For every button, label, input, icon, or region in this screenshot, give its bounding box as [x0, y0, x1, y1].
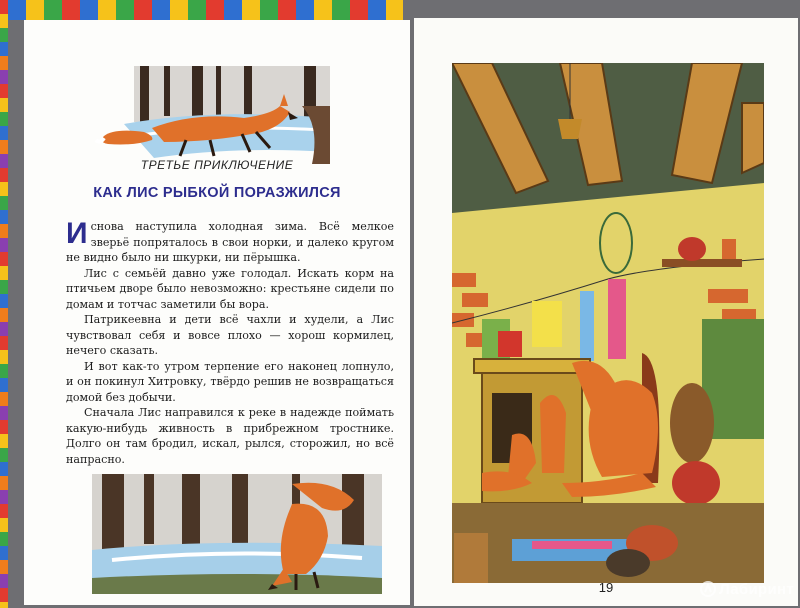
paragraph: И вот как-то утром терпение его наконец лопнуло, и он покинул Хитровку, твёрдо решив не возвращаться домой без добычи.: [66, 359, 394, 404]
chapter-title: КАК ЛИС РЫБКОЙ ПОРАЗЖИЛСЯ: [93, 185, 341, 201]
chapter-text: [66, 219, 394, 467]
fox-family-cellar-illustration: [452, 63, 764, 583]
labirint-logo-icon: [700, 581, 716, 597]
paragraph: Сначала Лис направился к реке в надежде поймать какую-нибудь живность в прибрежном тростнике. Долго он там бродил, искал, рылся, сторожил, но всё напрасно.: [66, 406, 394, 466]
drop-cap: И: [66, 217, 88, 250]
book-top-stripe: [8, 0, 403, 20]
paragraph: Иснова наступила холодная зима. Всё мелкое зверьё попряталось в свои норки, и далеко кругом не видно было ни шкурки, ни пёрышка.: [66, 217, 394, 264]
page-number: 19: [598, 580, 614, 595]
left-page: [24, 20, 410, 605]
paragraph: Лис с семьёй давно уже голодал. Искать корм на птичьем дворе было невозможно: крестьяне сидели по домам и тотчас заметили бы вора.: [66, 266, 394, 311]
paragraph: Патрикеевна и дети всё чахли и худели, а Лис чувствовал себя и вовсе плохо — хорош кормилец, нечего сказать.: [66, 313, 394, 357]
chapter-label: ТРЕТЬЕ ПРИКЛЮЧЕНИЕ: [140, 158, 294, 172]
book-edge-stripe: [0, 0, 8, 608]
fox-sniffing-vignette: [92, 474, 382, 594]
fox-walking-vignette: [94, 66, 330, 166]
labirint-watermark: Лабиринт: [700, 581, 794, 598]
red-jar: [498, 331, 522, 357]
right-page: [414, 18, 798, 606]
